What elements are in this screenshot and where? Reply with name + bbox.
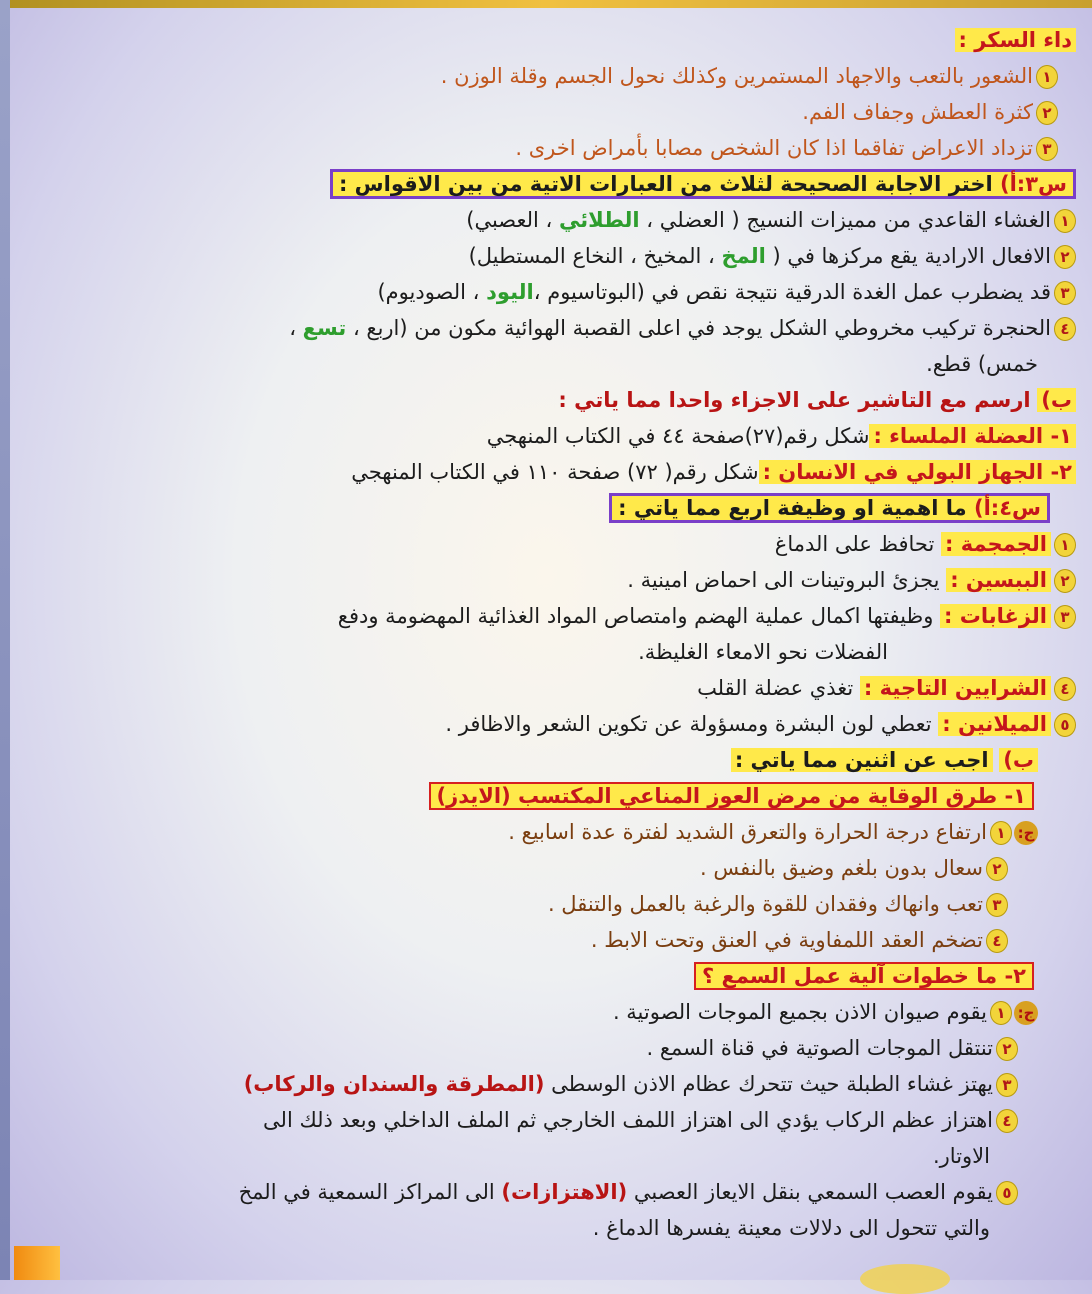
list-item [0,670,1078,706]
list-item [0,1102,1078,1138]
list-item [0,922,1078,958]
item-text: الغشاء القاعدي من مميزات النسيج ( العضلي ، [639,208,1051,232]
number-badge: ٥ [1054,713,1076,737]
item-text: ، المخيخ ، النخاع المستطيل) [468,244,722,268]
question-label: س٣:أ) [999,172,1067,196]
part-1-heading [0,778,1078,814]
list-item [0,418,1078,454]
item-text: تنتقل الموجات الصوتية في قناة السمع . [646,1036,993,1060]
top-decoration-strip [0,0,1092,8]
list-item [0,274,1078,310]
question-title: ارسم مع التاشير على الاجزاء واحدا مما ياتي : [558,388,1031,412]
list-item [0,58,1078,94]
item-text: الحنجرة تركيب مخروطي الشكل يوجد في اعلى القصبة الهوائية مكون من (اربع ، [346,316,1051,340]
question-3a-box [330,169,1076,199]
item-text: يهتز غشاء الطبلة حيث تتحرك عظام الاذن الوسطى [544,1072,993,1096]
question-4a-heading [0,490,1078,526]
correct-answer: المخ [721,244,766,268]
list-item [0,310,1078,346]
item-text: يقوم العصب السمعي بنقل الايعاز العصبي [627,1180,993,1204]
list-item [0,526,1078,562]
item-text: ، [289,316,303,340]
question-3a-heading [0,166,1078,202]
item-text: اهتزاز عظم الركاب يؤدي الى اهتزاز اللمف الخارجي ثم الملف الداخلي وبعد ذلك الى [263,1108,993,1132]
list-item [0,994,1078,1030]
question-label: ب) [1037,388,1076,412]
corner-decoration [14,1246,60,1280]
item-text: ، الصوديوم) [377,280,487,304]
item-text: تضخم العقد اللمفاوية في العنق وتحت الابط . [590,928,983,952]
item-text: تعب وانهاك وفقدان للقوة والرغبة بالعمل والتنقل . [547,892,983,916]
list-item [0,706,1078,742]
correct-answer: اليود [486,280,534,304]
number-badge: ٢ [996,1037,1018,1061]
item-label: ١- العضلة الملساء : [869,424,1076,448]
worksheet-page [0,22,1078,1246]
item-text: تغذي عضلة القلب [697,676,854,700]
number-badge: ٢ [1036,101,1058,125]
item-text: الافعال الارادية يقع مركزها في ( [765,244,1051,268]
number-badge: ٥ [996,1181,1018,1205]
item-text: يقوم صيوان الاذن بجميع الموجات الصوتية . [612,1000,987,1024]
question-title: ما اهمية او وظيفة اربع مما ياتي : [618,496,967,520]
item-label: الشرايين التاجية : [860,676,1051,700]
list-item [0,850,1078,886]
number-badge: ١ [1054,209,1076,233]
number-badge: ٣ [1054,281,1076,305]
item-text: تعطي لون البشرة ومسؤولة عن تكوين الشعر والاظافر . [445,712,932,736]
number-badge: ٢ [1054,569,1076,593]
number-badge: ٣ [1054,605,1076,629]
question-label: س٤:أ) [973,496,1041,520]
item-text: كثرة العطش وجفاف الفم. [802,100,1033,124]
item-text: الشعور بالتعب والاجهاد المستمرين وكذلك نحول الجسم وقلة الوزن . [440,64,1033,88]
list-item [0,814,1078,850]
list-item-continuation: والتي تتحول الى دلالات معينة يفسرها الدماغ . [592,1216,990,1240]
question-label: ب) [999,748,1038,772]
list-item [0,454,1078,490]
question-4b-heading [0,742,1078,778]
number-badge: ٤ [986,929,1008,953]
item-label: الميلانين : [938,712,1051,736]
item-text: وظيفتها اكمال عملية الهضم وامتصاص المواد الغذائية المهضومة ودفع [337,604,934,628]
question-3b-heading [0,382,1078,418]
number-badge: ٢ [1054,245,1076,269]
list-item [0,130,1078,166]
correct-answer: تسع [302,316,347,340]
item-label: الزغابات : [940,604,1051,628]
item-text: سعال بدون بلغم وضيق بالنفس . [700,856,983,880]
question-title: اختر الاجابة الصحيحة لثلاث من العبارات الاتية من بين الاقواس : [338,172,993,196]
number-badge: ١ [1036,65,1058,89]
number-badge: ١ [1054,533,1076,557]
part-2-title: ٢- ما خطوات آلية عمل السمع ؟ [694,962,1034,990]
list-item [0,1030,1078,1066]
question-4a-box [609,493,1050,523]
number-badge: ١ [990,821,1012,845]
item-label: الجمجمة : [941,532,1051,556]
number-badge: ٣ [1036,137,1058,161]
item-text: قد يضطرب عمل الغدة الدرقية نتيجة نقص في (البوتاسيوم ، [533,280,1051,304]
item-text: شكل رقم( ٧٢) صفحة ١١٠ في الكتاب المنهجي [351,460,759,484]
highlighted-terms: (المطرقة والسندان والركاب) [243,1072,545,1096]
list-item [0,202,1078,238]
item-label: الببسين : [946,568,1051,592]
answer-mark: ج: [1014,1001,1038,1025]
list-item-continuation: الاوتار. [932,1144,990,1168]
item-text: شكل رقم(٢٧)صفحة ٤٤ في الكتاب المنهجي [486,424,870,448]
number-badge: ٣ [996,1073,1018,1097]
list-item [0,886,1078,922]
number-badge: ٤ [1054,317,1076,341]
diabetes-heading [0,22,1078,58]
number-badge: ٤ [996,1109,1018,1133]
list-item [0,598,1078,634]
item-text: الى المراكز السمعية في المخ [238,1180,502,1204]
item-text: ، العصبي) [466,208,559,232]
list-item [0,238,1078,274]
number-badge: ١ [990,1001,1012,1025]
bottom-seal-decoration [860,1264,950,1294]
list-item-continuation: خمس) قطع. [926,352,1038,376]
number-badge: ٢ [986,857,1008,881]
item-text: تحافظ على الدماغ [774,532,935,556]
question-title: اجب عن اثنين مما ياتي : [731,748,993,772]
list-item [0,94,1078,130]
number-badge: ٣ [986,893,1008,917]
list-item [0,562,1078,598]
part-2-heading [0,958,1078,994]
part-1-title: ١- طرق الوقاية من مرض العوز المناعي المكتسب (الايدز) [429,782,1034,810]
item-text: يجزئ البروتينات الى احماض امينية . [627,568,940,592]
list-item [0,1174,1078,1210]
diabetes-title: داء السكر : [955,28,1076,52]
item-text: ارتفاع درجة الحرارة والتعرق الشديد لفترة عدة اسابيع . [508,820,987,844]
list-item [0,1066,1078,1102]
highlighted-terms: (الاهتزازات) [501,1180,628,1204]
number-badge: ٤ [1054,677,1076,701]
list-item-continuation: الفضلات نحو الامعاء الغليظة. [638,640,888,664]
item-label: ٢- الجهاز البولي في الانسان : [759,460,1076,484]
item-text: تزداد الاعراض تفاقما اذا كان الشخص مصابا بأمراض اخرى . [515,136,1033,160]
correct-answer: الطلائي [559,208,640,232]
answer-mark: ج: [1014,821,1038,845]
